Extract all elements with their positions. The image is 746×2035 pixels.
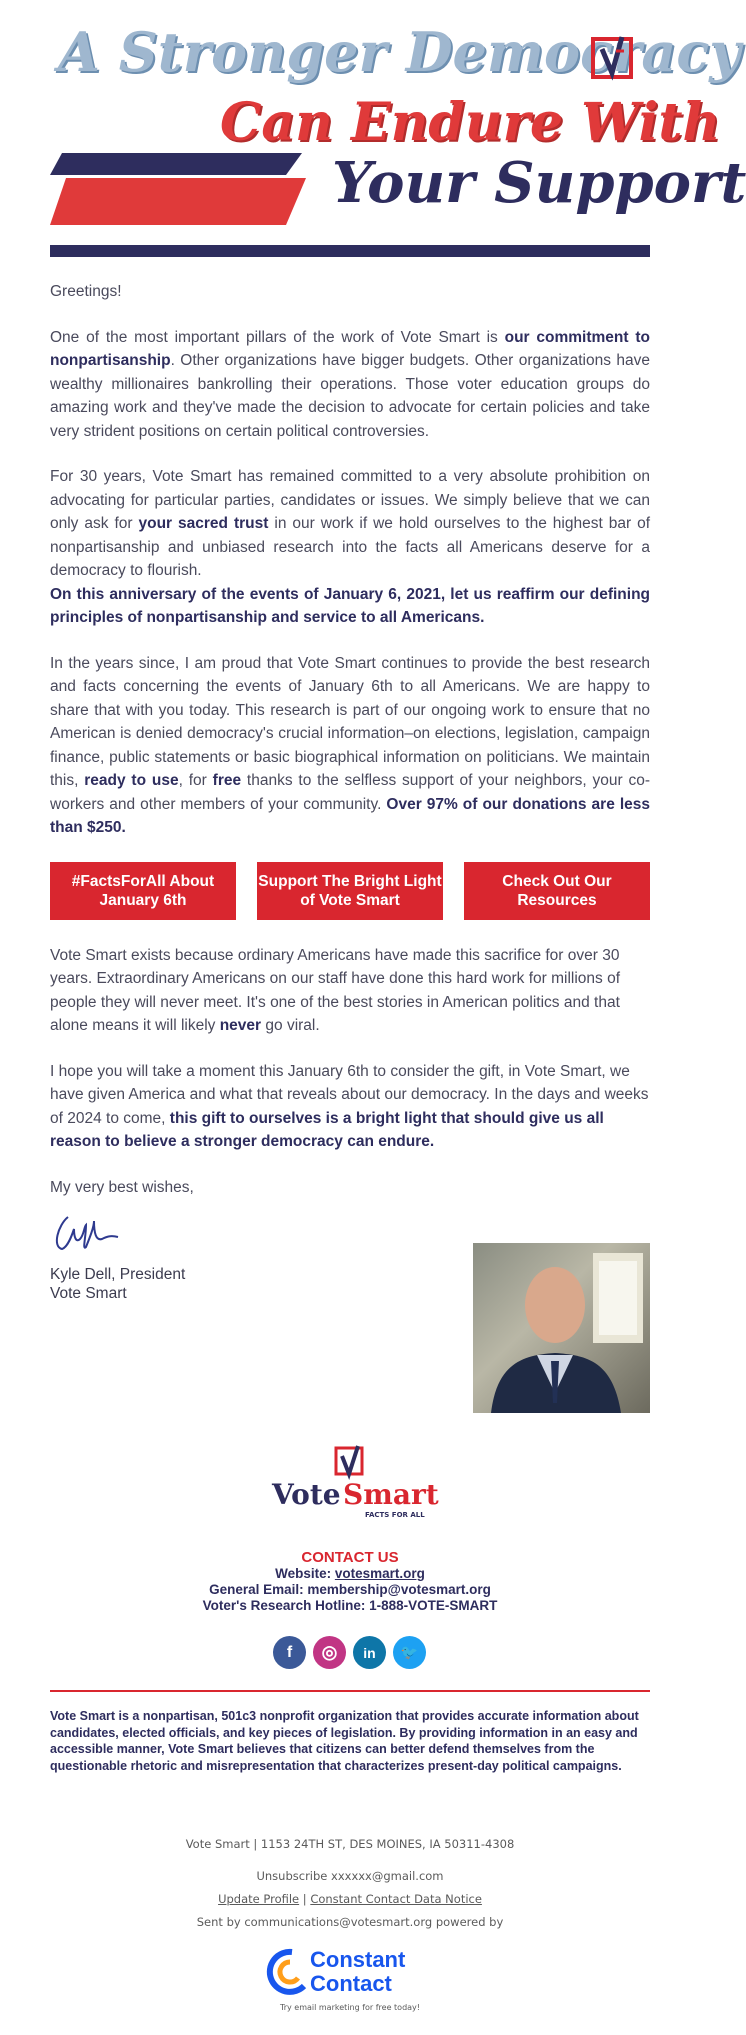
data-notice-link[interactable]: Constant Contact Data Notice <box>310 1892 482 1906</box>
linkedin-icon[interactable]: in <box>353 1636 386 1669</box>
brand-tagline: FACTS FOR ALL <box>365 1511 425 1519</box>
update-profile-link[interactable]: Update Profile <box>218 1892 300 1906</box>
signer-name: Kyle Dell, President <box>50 1266 186 1283</box>
cta-buttons <box>50 862 650 920</box>
cc-address: Vote Smart | 1153 24TH ST, DES MOINES, IA 50311-4308 <box>185 1837 515 1851</box>
cc-sent-by: Sent by communications@votesmart.org powered by <box>196 1915 504 1929</box>
vote-smart-logo <box>270 1444 439 1524</box>
cc-tagline: Try email marketing for free today! <box>280 2003 420 2012</box>
hero-divider <box>50 245 650 257</box>
president-photo <box>473 1243 650 1413</box>
hero-line-3: Your Support <box>332 150 746 216</box>
facebook-icon[interactable]: f <box>273 1636 306 1669</box>
letter-body <box>50 280 650 1303</box>
cc-links: Update Profile | Constant Contact Data Notice <box>218 1892 482 1906</box>
social-links <box>273 1636 426 1669</box>
paragraph-2: For 30 years, Vote Smart has remained committed to a very absolute prohibition on advocating for particular parties, candidates or issues. We simply believe that we can only ask for your sacred trust in our work if we hold ourselves to the highest bar of nonpartisanship and unbiased research into the facts all Americans deserve for a democracy to flourish. <box>50 468 651 579</box>
brand-vote: Vote <box>272 1478 341 1511</box>
facts-january-6th-button[interactable]: #FactsForAll About January 6th <box>50 862 236 920</box>
resources-button[interactable]: Check Out Our Resources <box>464 862 650 920</box>
paragraph-1: One of the most important pillars of the work of Vote Smart is our commitment to nonpartisanship. Other organizations have bigger budgets. Other organizations have wealthy millionaires bankrolling their operations. Those voter education groups do amazing work and they've made the decision to advocate for certain policies and take very strident positions on certain political controversies. <box>50 328 650 440</box>
checkbox-logo-icon <box>590 33 638 86</box>
instagram-icon[interactable]: ◎ <box>313 1636 346 1669</box>
hero-line-1: A Stronger Democracy <box>58 20 741 84</box>
hero-line-2: Can Endure With <box>220 92 721 153</box>
paragraph-4: In the years since, I am proud that Vote Smart continues to provide the best research and facts concerning the events of January 6th to all Americans. We are happy to share that with you today. This research is part of our ongoing work to ensure that no American is denied democracy's crucial information–on elections, legislation, campaign finance, public statements or basic biographical information on politicians. We maintain this, ready to use, for free thanks to the selfless support of your neighbors, your co-workers and other members of your community. Over 97% of our donations are less than $250. <box>50 654 651 836</box>
contact-website: Website: votesmart.org <box>275 1566 425 1581</box>
cc-name-1: Constant <box>310 1947 406 1972</box>
signer-org: Vote Smart <box>50 1285 127 1302</box>
contact-section <box>0 1550 700 1614</box>
cc-name-2: Contact <box>310 1971 392 1996</box>
cc-unsubscribe[interactable]: Unsubscribe xxxxxx@gmail.com <box>256 1869 444 1883</box>
paragraph-3: On this anniversary of the events of January 6, 2021, let us reaffirm our defining principles of nonpartisanship and service to all Americans. <box>50 585 650 626</box>
paragraph-5: Vote Smart exists because ordinary Americans have made this sacrifice for over 30 years. Extraordinary Americans on our staff have done this hard work for millions of people they will never meet. It's one of the best stories in American politics and that alone means it will likely never go viral. <box>50 946 621 1034</box>
twitter-icon[interactable]: 🐦 <box>393 1636 426 1669</box>
about-text: Vote Smart is a nonpartisan, 501c3 nonprofit organization that provides accurate information about candidates, elected officials, and key pieces of legislation. By providing information in an easy and accessible manner, Vote Smart believes that citizens can better defend themselves from the questionable rhetoric and misrepresentation that characterizes present-day political campaigns. <box>50 1709 639 1773</box>
website-link[interactable]: votesmart.org <box>334 1566 425 1581</box>
footer-divider <box>50 1690 650 1692</box>
closing: My very best wishes, <box>50 1178 194 1196</box>
hero-stripes <box>50 153 310 230</box>
brand-smart: Smart <box>343 1478 439 1511</box>
constant-contact-logo[interactable] <box>0 1942 700 2018</box>
greeting: Greetings! <box>50 283 122 300</box>
hero-banner <box>50 18 746 256</box>
contact-title: CONTACT US <box>301 1549 399 1566</box>
contact-email: General Email: membership@votesmart.org <box>209 1582 491 1597</box>
contact-hotline: Voter's Research Hotline: 1-888-VOTE-SMART <box>202 1598 498 1613</box>
paragraph-6: I hope you will take a moment this January 6th to consider the gift, in Vote Smart, we have given America and what that reveals about our democracy. In the days and weeks of 2024 to come, this gift to ourselves is a bright light that should give us all reason to believe a stronger democracy can endure. <box>50 1062 649 1150</box>
support-button[interactable]: Support The Bright Light of Vote Smart <box>257 862 443 920</box>
